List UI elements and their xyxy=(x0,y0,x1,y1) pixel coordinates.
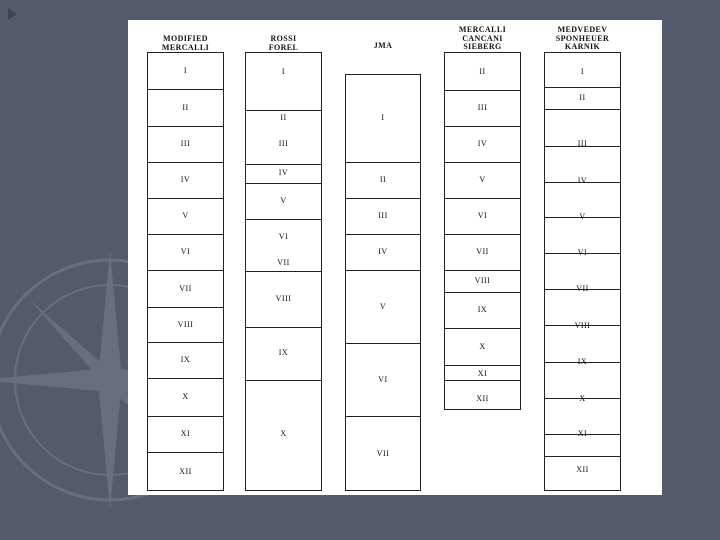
intensity-level-label: X xyxy=(579,394,586,403)
cell-divider xyxy=(148,416,223,417)
intensity-level-label: III xyxy=(278,139,289,148)
cell-divider xyxy=(346,416,420,417)
intensity-level-label: VI xyxy=(180,247,191,256)
cell-divider xyxy=(148,307,223,308)
cell-divider xyxy=(445,162,520,163)
cell-divider xyxy=(148,234,223,235)
scale-title: ROSSI FOREL xyxy=(268,34,299,52)
intensity-level-label: V xyxy=(182,211,189,220)
cell-divider xyxy=(445,234,520,235)
cell-divider xyxy=(445,198,520,199)
intensity-level-label: XII xyxy=(476,394,489,403)
intensity-level-label: II xyxy=(182,102,189,112)
cell-divider xyxy=(545,87,620,88)
cell-divider xyxy=(246,219,321,220)
cell-divider xyxy=(148,378,223,379)
intensity-level-label: VI xyxy=(477,211,488,220)
intensity-level-label: VII xyxy=(179,283,192,293)
cell-divider xyxy=(445,126,520,127)
intensity-level-label: IV xyxy=(278,168,289,177)
cell-divider xyxy=(148,342,223,343)
cell-divider xyxy=(445,328,520,329)
intensity-level-label: IV xyxy=(577,176,588,185)
intensity-level-label: VIII xyxy=(474,276,491,285)
intensity-level-label: IV xyxy=(180,175,191,184)
intensity-level-label: XI xyxy=(180,429,191,438)
scale-column xyxy=(147,52,224,491)
scale-title: MODIFIED MERCALLI xyxy=(161,34,210,52)
intensity-level-label: IX xyxy=(477,305,488,314)
scale-title: MEDVEDEV SPONHEUER KARNIK xyxy=(555,25,610,51)
intensity-level-label: III xyxy=(477,103,488,112)
intensity-level-label: II xyxy=(579,93,586,102)
cell-divider xyxy=(148,126,223,127)
cell-divider xyxy=(148,270,223,271)
intensity-level-label: V xyxy=(579,212,586,221)
cell-divider xyxy=(246,110,321,111)
intensity-level-label: VI xyxy=(378,374,388,384)
intensity-level-label: XI xyxy=(577,429,588,438)
cell-divider xyxy=(346,198,420,199)
intensity-level-label: III xyxy=(180,139,191,148)
cell-divider xyxy=(346,343,420,344)
intensity-level-label: XI xyxy=(477,369,488,378)
intensity-level-label: I xyxy=(281,67,286,76)
scale-column xyxy=(444,52,521,410)
intensity-level-label: III xyxy=(577,139,588,148)
intensity-level-label: V xyxy=(379,301,387,311)
cell-divider xyxy=(346,270,420,271)
intensity-level-label: II xyxy=(379,175,387,184)
intensity-level-label: I xyxy=(381,113,385,122)
intensity-level-label: VII xyxy=(376,448,390,458)
cell-divider xyxy=(445,270,520,271)
intensity-level-label: XII xyxy=(576,465,589,474)
cell-divider xyxy=(246,380,321,381)
cell-divider xyxy=(445,380,520,381)
cell-divider xyxy=(246,183,321,184)
cell-divider xyxy=(148,198,223,199)
cell-divider xyxy=(346,234,420,235)
intensity-level-label: I xyxy=(580,67,585,76)
intensity-level-label: II xyxy=(280,113,287,122)
intensity-level-label: IX xyxy=(577,357,588,366)
cell-divider xyxy=(246,271,321,272)
intensity-level-label: VII xyxy=(576,284,589,293)
intensity-level-label: VIII xyxy=(574,321,591,330)
cell-divider xyxy=(246,327,321,328)
intensity-level-label: IV xyxy=(477,139,488,148)
intensity-level-label: X xyxy=(479,342,486,351)
intensity-level-label: VII xyxy=(476,247,489,256)
cell-divider xyxy=(346,162,420,163)
intensity-level-label: X xyxy=(280,429,287,438)
intensity-level-label: VII xyxy=(277,258,290,267)
intensity-level-label: V xyxy=(280,196,287,205)
scale-column xyxy=(245,52,322,491)
scale-column xyxy=(544,52,621,491)
intensity-level-label: VI xyxy=(278,232,289,241)
intensity-level-label: XII xyxy=(179,466,192,476)
intensity-level-label: I xyxy=(183,65,188,75)
cell-divider xyxy=(545,456,620,457)
intensity-level-label: VIII xyxy=(275,294,292,303)
intensity-level-label: VI xyxy=(577,248,588,257)
cell-divider xyxy=(148,162,223,163)
intensity-level-label: IV xyxy=(378,247,388,256)
intensity-scale-comparison-diagram xyxy=(128,20,662,495)
arrow-bullet-icon xyxy=(8,8,17,20)
scale-title: MERCALLI CANCANI SIEBERG xyxy=(458,25,507,51)
cell-divider xyxy=(545,109,620,110)
cell-divider xyxy=(445,292,520,293)
intensity-level-label: IX xyxy=(180,355,191,364)
intensity-level-label: IX xyxy=(278,348,289,357)
intensity-level-label: X xyxy=(182,392,189,401)
intensity-level-label: V xyxy=(479,175,486,184)
intensity-level-label: III xyxy=(378,211,388,220)
cell-divider xyxy=(246,164,321,165)
cell-divider xyxy=(445,365,520,366)
cell-divider xyxy=(148,89,223,90)
scale-title: JMA xyxy=(373,41,393,50)
cell-divider xyxy=(148,452,223,453)
intensity-level-label: VIII xyxy=(177,319,194,329)
intensity-level-label: II xyxy=(479,67,486,76)
cell-divider xyxy=(445,90,520,91)
scale-column xyxy=(345,74,421,491)
